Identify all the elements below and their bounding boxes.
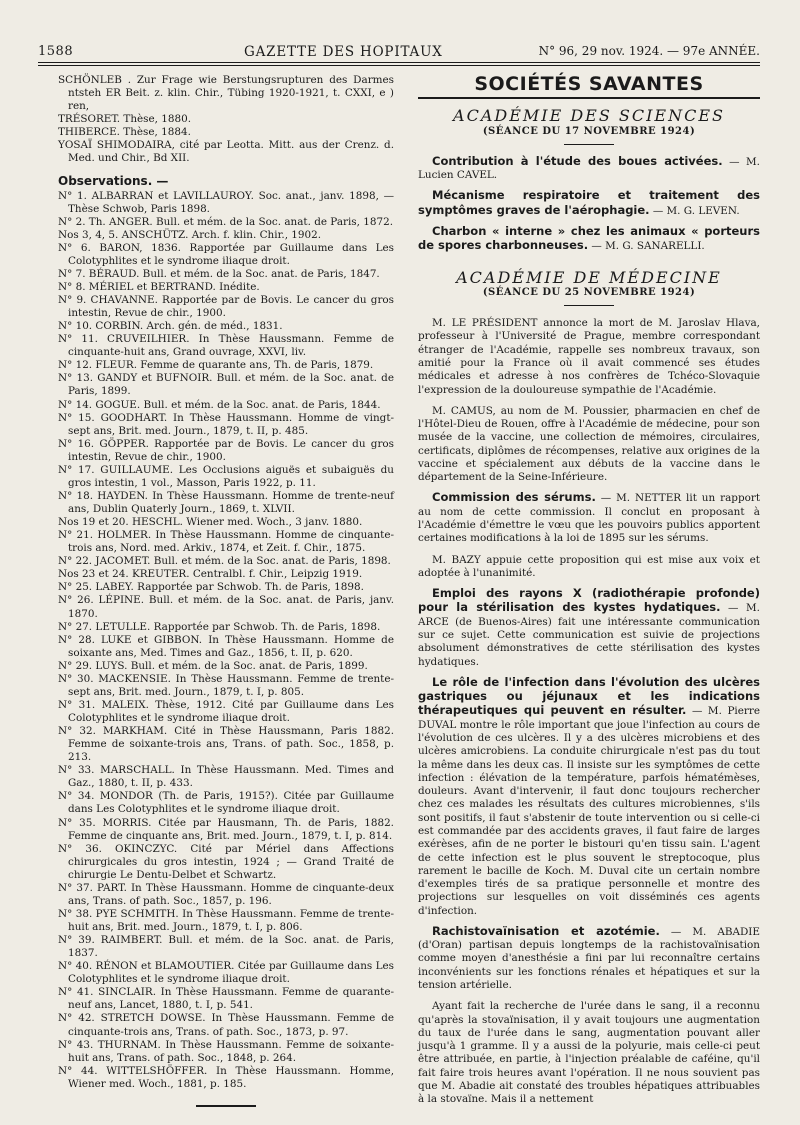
observation-entry: N° 42. STRETCH DOWSE. In Thèse Haussmann. Femme de cinquante-trois ans, Trans. of path. Soc., 1873, p. 97. bbox=[58, 1012, 394, 1038]
paragraph-title: Mécanisme respiratoire et traitement des symptômes graves de l'aérophagie. bbox=[418, 188, 760, 217]
academie-sciences-title: ACADÉMIE DES SCIENCES bbox=[453, 106, 725, 126]
observation-entry: N° 14. GOGUE. Bull. et mém. de la Soc. anat. de Paris, 1844. bbox=[58, 398, 381, 411]
divider bbox=[564, 305, 614, 306]
observation-entry: N° 21. HOLMER. In Thèse Haussmann. Homme de cinquante-trois ans, Nord. med. Arkiv., 1874, et Zeit. f. Chir., 1875. bbox=[58, 529, 394, 555]
seance-paragraph bbox=[418, 553, 760, 581]
observation-entry: N° 8. MÉRIEL et BERTRAND. Inédite. bbox=[58, 280, 260, 293]
observation-entry: N° 41. SINCLAIR. In Thèse Haussmann. Femme de quarante-neuf ans, Lancet, 1880, t. I, p. 541. bbox=[58, 986, 394, 1012]
observation-entry: N° 35. MORRIS. Citée par Hausmann, Th. de Paris, 1882. Femme de cinquante ans, Brit. med. Journ., 1879, t. I, p. 814. bbox=[58, 816, 394, 842]
paragraph-text: — M. ABADIE (d'Oran) partisan depuis longtemps de la rachistovaïnisation comme moyen d'anesthésie a fini par lui reconnaître certains inconvénients sur les fonctions rénales et hépatiques et sur la tension artérielle. bbox=[418, 925, 761, 992]
seance-paragraph bbox=[418, 999, 760, 1106]
paragraph-text: M. BAZY appuie cette proposition qui est mise aux voix et adoptée à l'unanimité. bbox=[418, 553, 760, 579]
paragraph-text: — M. Lucien CAVEL. bbox=[418, 155, 760, 182]
communication-item bbox=[418, 225, 760, 254]
header-rule-bottom bbox=[38, 65, 760, 66]
observation-entry: N° 10. CORBIN. Arch. gén. de méd., 1831. bbox=[58, 320, 283, 333]
issue-info: N° 96, 29 nov. 1924. — 97e ANNÉE. bbox=[538, 44, 760, 58]
running-header bbox=[38, 44, 760, 64]
observation-entry: N° 27. LETULLE. Rapportée par Schwob. Th. de Paris, 1898. bbox=[58, 620, 381, 633]
paragraph-title: Le rôle de l'infection dans l'évolution des ulcères gastriques ou jéjunaux et les indications thérapeutiques qui peuvent en résulter. bbox=[418, 674, 760, 718]
observation-entry: N° 25. LABEY. Rapportée par Schwob. Th. de Paris, 1898. bbox=[58, 581, 364, 594]
academie-medecine-title: ACADÉMIE DE MÉDECINE bbox=[456, 267, 722, 287]
academie-sciences-seance: (SÉANCE DU 17 NOVEMBRE 1924) bbox=[482, 125, 696, 137]
observation-entry: N° 26. LÉPINE. Bull. et mém. de la Soc. anat. de Paris, janv. 1870. bbox=[58, 594, 394, 620]
seance-paragraph bbox=[418, 491, 760, 545]
paragraph-text: — M. G. LEVEN. bbox=[649, 204, 740, 217]
observation-entry: N° 11. CRUVEILHIER. In Thèse Haussmann. Femme de cinquante-huit ans, Grand ouvrage, XXVI, liv. bbox=[58, 333, 394, 359]
header-rule-top bbox=[38, 62, 760, 63]
observation-entry: Nos 3, 4, 5. ANSCHÜTZ. Arch. f. klin. Chir., 1902. bbox=[58, 228, 322, 241]
page-number: 1588 bbox=[38, 44, 74, 59]
paragraph-title: Rachistovaïnisation et azotémie. bbox=[432, 923, 660, 938]
paragraph-text: — M. ARCE (de Buenos-Aires) fait une intéressante communication sur ce sujet. Cette communication est suivie de projections absolument démonstratives de cette stérilisation des kystes hydatiques. bbox=[418, 602, 760, 668]
paragraph-title: Emploi des rayons X (radiothérapie profonde) pour la stérilisation des kystes hydatiques. bbox=[418, 586, 760, 615]
journal-title: GAZETTE DES HOPITAUX bbox=[244, 44, 443, 60]
observation-entry: N° 33. MARSCHALL. In Thèse Haussmann. Med. Times and Gaz., 1880, t. II, p. 433. bbox=[58, 764, 394, 790]
observation-entry: N° 34. MONDOR (Th. de Paris, 1915?). Citée par Guillaume dans Les Colotyphlites et le syndrome iliaque droit. bbox=[58, 790, 394, 816]
observation-entry: N° 44. WITTELSHÖFFER. In Thèse Haussmann. Homme, Wiener med. Woch., 1881, p. 185. bbox=[58, 1064, 394, 1090]
observation-entry: N° 38. PYE SCHMITH. In Thèse Haussmann. Femme de trente-huit ans, Brit. med. Journ., 1879, t. I, p. 806. bbox=[58, 907, 394, 933]
paragraph-text: M. CAMUS, au nom de M. Poussier, pharmacien en chef de l'Hôtel-Dieu de Rouen, offre à l'Académie de médecine, pour son musée de la vaccine, une collection de mémoires, circulaires, certificats, diplômes de récompenses, relative aux origines de la vaccine et spécialement aux débuts de la vaccine dans le département de la Seine-Inférieure. bbox=[418, 404, 760, 484]
paragraph-title: Commission des sérums. bbox=[432, 490, 596, 505]
observation-entry: N° 36. OKINCZYC. Cité par Mériel dans Affections chirurgicales du gros intestin, 1924 ; — Grand Traité de chirurgie Le Dentu-Delbet et Schwartz. bbox=[58, 842, 394, 881]
observation-entry: N° 1. ALBARRAN et LAVILLAUROY. Soc. anat., janv. 1898, — Thèse Schwob, Paris 1898. bbox=[58, 189, 394, 215]
observation-entry: N° 6. BARON, 1836. Rapportée par Guillaume dans Les Colotyphlites et le syndrome iliaque droit. bbox=[58, 241, 394, 267]
observation-entry: N° 7. BÉRAUD. Bull. et mém. de la Soc. anat. de Paris, 1847. bbox=[58, 267, 380, 280]
seance-paragraph bbox=[418, 587, 760, 669]
observation-entry: N° 37. PART. In Thèse Haussmann. Homme de cinquante-deux ans, Trans. of path. Soc., 1857, p. 196. bbox=[58, 881, 394, 907]
seance-paragraph bbox=[418, 925, 760, 992]
observation-entry: N° 40. RÉNON et BLAMOUTIER. Citée par Guillaume dans Les Colotyphlites et le syndrome iliaque droit. bbox=[58, 960, 394, 986]
observation-entry: N° 18. HAYDEN. In Thèse Haussmann. Homme de trente-neuf ans, Dublin Quaterly Journ., 1869, t. XLVII. bbox=[58, 489, 394, 515]
observation-entry: N° 17. GUILLAUME. Les Occlusions aiguës et subaiguës du gros intestin, 1 vol., Masson, Paris 1922, p. 11. bbox=[58, 463, 394, 489]
observation-entry: Nos 23 et 24. KREUTER. Centralbl. f. Chir., Leipzig 1919. bbox=[58, 568, 363, 581]
observations-block bbox=[58, 175, 394, 189]
academie-medecine-seance: (SÉANCE DU 25 NOVEMBRE 1924) bbox=[482, 286, 696, 298]
reference-entry: THIBERCE. Thèse, 1884. bbox=[58, 126, 191, 139]
seance-paragraph bbox=[418, 404, 760, 485]
observation-entry: N° 39. RAIMBERT. Bull. et mém. de la Soc. anat. de Paris, 1837. bbox=[58, 934, 394, 960]
reference-entry: SCHÖNLEB . Zur Frage wie Berstungsrupturen des Darmes ntsteh ER Beit. z. klin. Chir., Tübing 1920-1921, t. CXXI, e ) ren, bbox=[58, 74, 394, 113]
observation-entry: Nos 19 et 20. HESCHL. Wiener med. Woch., 3 janv. 1880. bbox=[58, 516, 363, 529]
academie-medecine-items bbox=[418, 316, 760, 1106]
academie-sciences-items bbox=[418, 155, 760, 254]
observation-entry: N° 29. LUYS. Bull. et mém. de la Soc. anat. de Paris, 1899. bbox=[58, 659, 368, 672]
observation-entry: N° 31. MALEIX. Thèse, 1912. Cité par Guillaume dans Les Colotyphlites et le syndrome iliaque droit. bbox=[58, 698, 394, 724]
seance-paragraph bbox=[418, 316, 760, 397]
reference-entry: YOSAÏ SHIMODAIRA, cité par Leotta. Mitt. aus der Crenz. d. Med. und Chir., Bd XII. bbox=[58, 139, 394, 165]
left-column bbox=[58, 74, 394, 1107]
paragraph-text: Ayant fait la recherche de l'urée dans le sang, il a reconnu qu'après la stovaïnisation, il y avait toujours une augmentation du taux de l'urée dans le sang, augmentation pouvant aller jusqu'à 1 gramme. Il y a aussi de la polyurie, mais celle-ci peut être attribuée, en partie, à l'injection préalable de caféine, qu'il fait faire trois heures avant l'opération. Il ne nous souvient pas que M. Abadie ait constaté des troubles hépatiques attribuables à la stovaïne. Mais il a nettement bbox=[418, 1000, 760, 1106]
paragraph-text: — M. G. SANARELLI. bbox=[588, 240, 705, 253]
observations-list bbox=[58, 190, 394, 1091]
observation-entry: N° 22. JACOMET. Bull. et mém. de la Soc. anat. de Paris, 1898. bbox=[58, 555, 391, 568]
observation-entry: N° 2. Th. ANGER. Bull. et mém. de la Soc. anat. de Paris, 1872. bbox=[58, 215, 393, 228]
observation-entry: N° 28. LUKE et GIBBON. In Thèse Haussmann. Homme de soixante ans, Med. Times and Gaz., 1856, t. II, p. 620. bbox=[58, 633, 394, 659]
observations-title: Observations. — bbox=[58, 174, 169, 189]
observation-entry: N° 9. CHAVANNE. Rapportée par de Bovis. Le cancer du gros intestin, Revue de chir., 1900. bbox=[58, 294, 394, 320]
observation-entry: N° 13. GANDY et BUFNOIR. Bull. et mém. de la Soc. anat. de Paris, 1899. bbox=[58, 372, 394, 398]
observation-entry: N° 12. FLEUR. Femme de quarante ans, Th. de Paris, 1879. bbox=[58, 359, 374, 372]
paragraph-text: M. LE PRÉSIDENT annonce la mort de M. Jaroslav Hlava, professeur à l'Université de Prague, membre correspondant étranger de l'Académie, rappelle ses nombreux travaux, son amitié pour la France où il avait commencé ses études médicales et adresse à nos confrères de Tchéco-Slovaquie l'expression de la douloureuse sympathie de l'Académie. bbox=[418, 317, 760, 396]
bibliography-list bbox=[58, 74, 394, 165]
paragraph-title: Charbon « interne » chez les animaux « porteurs de spores charbonneuses. bbox=[418, 223, 760, 253]
observation-entry: N° 43. THURNAM. In Thèse Haussmann. Femme de soixante-huit ans, Trans. of path. Soc., 1848, p. 264. bbox=[58, 1038, 394, 1064]
paragraph-text: — M. Pierre DUVAL montre le rôle important que joue l'infection au cours de l'évolution de ces ulcères. Il y a des ulcères microbiens et des ulcères amicrobiens. La conduite chirurgicale n'est pas du tout la même dans les deux cas. Il insiste sur les symptômes de cette infection : élévation de la température, parfois hématémèses, douleurs. Avant d'intervenir, il faut donc toujours rechercher chez ces malades les résultats des cultures microbiennes, s'ils sont positifs, il faut s'abstenir de toute intervention ou si celle-ci est commandée par des accidents graves, il faut faire de larges exérèses, afin de ne porter le bistouri qu'en tissu sain. L'agent de cette infection est le plus souvent le streptocoque, plus rarement le bacille de Koch. M. Duval cite un certain nombre d'exemples tirés de sa pratique personnelle et montre des projections sur lesquelles on voit disséminés ces agents d'infection. bbox=[418, 705, 760, 917]
communication-item bbox=[418, 155, 760, 183]
paragraph-text: — M. NETTER lit un rapport au nom de cette commission. Il conclut en proposant à l'Académie d'émettre le vœu que les pouvoirs publics apportent certaines modifications à la loi de 1895 sur les sérums. bbox=[418, 492, 760, 545]
observation-entry: N° 15. GOODHART. In Thèse Haussmann. Homme de vingt-sept ans, Brit. med. Journ., 1879, t. II, p. 485. bbox=[58, 411, 394, 437]
section-rule bbox=[418, 97, 760, 99]
observation-entry: N° 32. MARKHAM. Cité in Thèse Haussmann, Paris 1882. Femme de soixante-trois ans, Trans. of path. Soc., 1858, p. 213. bbox=[58, 725, 394, 764]
paragraph-title: Contribution à l'étude des boues activées. bbox=[432, 153, 723, 168]
observation-entry: N° 16. GÖPPER. Rapportée par de Bovis. Le cancer du gros intestin, Revue de chir., 1900. bbox=[58, 437, 394, 463]
reference-entry: TRÉSORET. Thèse, 1880. bbox=[58, 113, 191, 126]
communication-item bbox=[418, 189, 760, 218]
divider bbox=[564, 144, 614, 145]
right-column bbox=[418, 74, 760, 1114]
seance-paragraph bbox=[418, 676, 760, 918]
observation-entry: N° 30. MACKENSIE. In Thèse Haussmann. Femme de trente-sept ans, Brit. med. Journ., 1879, t. I, p. 805. bbox=[58, 672, 394, 698]
end-ornament bbox=[196, 1105, 256, 1107]
section-title: SOCIÉTÉS SAVANTES bbox=[474, 73, 704, 95]
